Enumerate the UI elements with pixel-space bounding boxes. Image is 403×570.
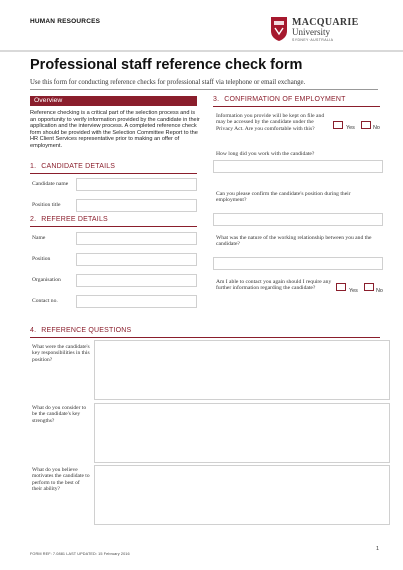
recontact-question: Am I able to contact you again should I require any further information regarding the candidate? <box>216 279 332 292</box>
no-label: No <box>376 288 383 294</box>
section-number: 2. <box>30 216 37 223</box>
questions-section-heading <box>30 327 131 334</box>
no-label: No <box>373 125 380 131</box>
form-reference: FORM REF: 7.0881 LAST UPDATED: 15 February 2016 <box>30 552 130 556</box>
intro-divider <box>30 89 378 90</box>
duration-question: How long did you work with the candidate? <box>216 151 315 157</box>
position-confirm-question: Can you please confirm the candidate's position during their employment? <box>216 191 351 204</box>
position-title-label: Position title <box>32 202 61 208</box>
referee-position-label: Position <box>32 256 51 262</box>
department-label: HUMAN RESOURCES <box>30 18 101 25</box>
yes-label: Yes <box>346 125 355 131</box>
referee-name-field[interactable] <box>76 232 197 245</box>
section-divider <box>30 173 197 174</box>
page-title: Professional staff reference check form <box>30 57 303 73</box>
candidate-name-label: Candidate name <box>32 181 69 187</box>
relationship-question: What was the nature of the working relationship between you and the candidate? <box>216 235 372 248</box>
section-number: 1. <box>30 163 37 170</box>
responsibilities-question: What were the candidate's key responsibilities in this position? <box>32 344 90 363</box>
referee-contact-label: Contact no. <box>32 298 58 304</box>
duration-field[interactable] <box>213 160 383 173</box>
candidate-section-heading <box>30 163 115 170</box>
recontact-yes-checkbox[interactable] <box>336 283 346 291</box>
confirmation-section-heading <box>213 96 346 103</box>
section-divider <box>30 226 197 227</box>
shield-icon <box>270 16 288 42</box>
position-confirm-field[interactable] <box>213 213 383 226</box>
header-divider <box>0 50 403 52</box>
candidate-name-field[interactable] <box>76 178 197 191</box>
relationship-field[interactable] <box>213 257 383 270</box>
motivation-answer-field[interactable] <box>94 465 390 525</box>
strengths-question: What do you consider to be the candidate's key strengths? <box>32 405 87 424</box>
section-title: CONFIRMATION OF EMPLOYMENT <box>224 96 346 103</box>
section-title: CANDIDATE DETAILS <box>41 163 116 170</box>
referee-section-heading <box>30 216 108 223</box>
responsibilities-answer-field[interactable] <box>94 340 390 400</box>
section-title: REFEREE DETAILS <box>41 216 108 223</box>
position-title-field[interactable] <box>76 199 197 212</box>
overview-heading: Overview <box>30 96 197 106</box>
yes-label: Yes <box>349 288 358 294</box>
section-number: 3. <box>213 96 220 103</box>
motivation-question: What do you believe motivates the candidate to perform to the best of their ability? <box>32 467 90 493</box>
recontact-no-checkbox[interactable] <box>364 283 374 291</box>
privacy-question: Information you provide will be kept on file and may be accessed by the candidate under the Privacy Act. Are you comfortable with this? <box>216 113 325 132</box>
referee-position-field[interactable] <box>76 253 197 266</box>
logo-name: MACQUARIE <box>292 17 359 28</box>
logo-tagline: SYDNEY·AUSTRALIA <box>292 38 334 42</box>
overview-text: Reference checking is a critical part of the selection process and is an opportunity to verify information provided by the candidate in their application and the interview process. A completed reference check form should be provided with the Selection Committee Report to the HR Client Services representative prior to making an offer of employment. <box>30 110 200 149</box>
strengths-answer-field[interactable] <box>94 403 390 463</box>
section-divider <box>30 337 380 338</box>
referee-contact-field[interactable] <box>76 295 197 308</box>
logo-subtitle: University <box>292 27 330 37</box>
privacy-no-checkbox[interactable] <box>361 121 371 129</box>
page-number: 1 <box>376 546 380 552</box>
referee-organisation-label: Organisation <box>32 277 61 283</box>
section-number: 4. <box>30 327 37 334</box>
section-title: REFERENCE QUESTIONS <box>41 327 132 334</box>
university-logo <box>270 16 380 44</box>
intro-text: Use this form for conducting reference checks for professional staff via telephone or email exchange. <box>30 79 306 86</box>
section-divider <box>213 106 380 107</box>
referee-organisation-field[interactable] <box>76 274 197 287</box>
privacy-yes-checkbox[interactable] <box>333 121 343 129</box>
referee-name-label: Name <box>32 235 46 241</box>
